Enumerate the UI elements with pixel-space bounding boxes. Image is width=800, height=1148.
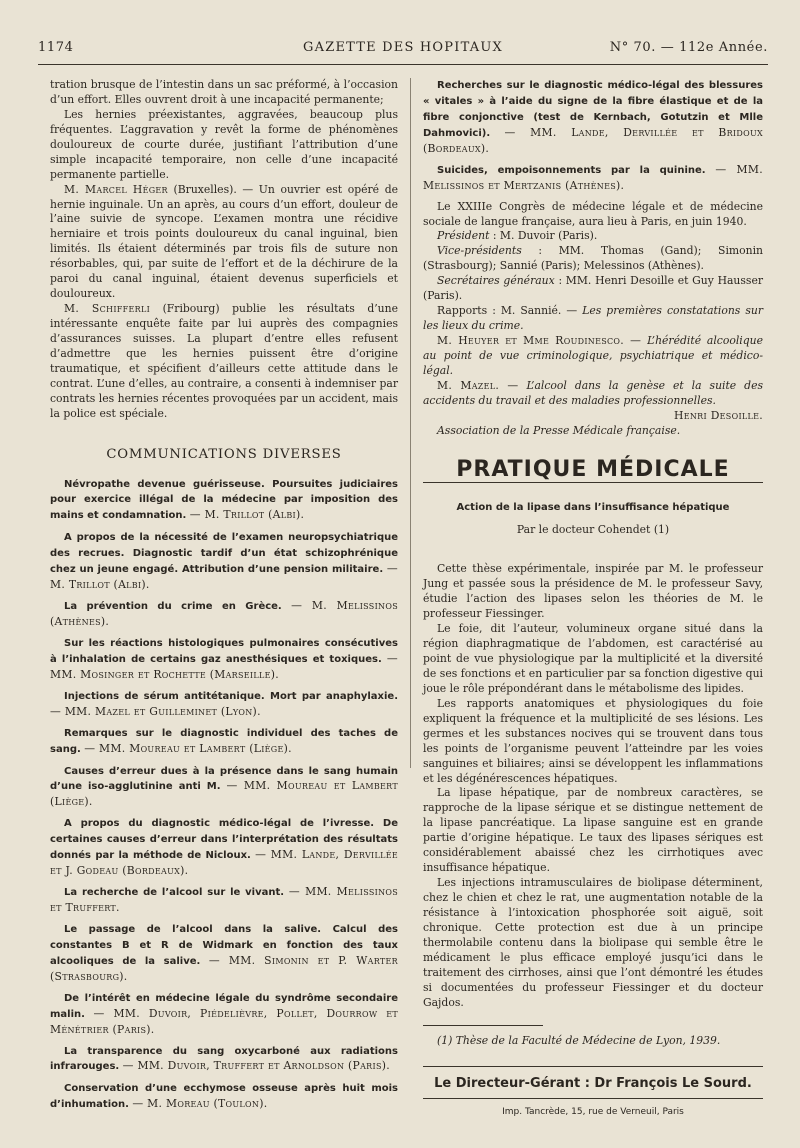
section-rule bbox=[423, 482, 763, 483]
report-title: Les premières constatations sur les lieux du crime. bbox=[423, 304, 763, 333]
article-byline: Par le docteur Cohendet (1) bbox=[516, 523, 670, 537]
author-name: M. Schifferli bbox=[64, 302, 151, 316]
printer-imprint: Imp. Tancrède, 15, rue de Verneuil, Paris bbox=[423, 1098, 763, 1120]
communication-item bbox=[50, 922, 398, 985]
item-title: La recherche de l’alcool sur le vivant. bbox=[64, 887, 285, 899]
author-name: M. Marcel Héger bbox=[64, 182, 168, 196]
item-authors: — M. Trillot (Albi). bbox=[189, 508, 305, 522]
report-prefix: Rapports : M. Sannié. — bbox=[437, 304, 578, 318]
item-title: La prévention du crime en Grèce. bbox=[64, 601, 282, 613]
communication-item bbox=[50, 1081, 398, 1113]
item-authors: — MM. Moureau et Lambert (Liège). bbox=[50, 779, 398, 809]
paragraph bbox=[50, 183, 398, 303]
article-title: Action de la lipase dans l’insuffisance hépatique bbox=[456, 501, 730, 513]
paragraph-text: (Bruxelles). — Un ouvrier est opéré de hernie inguinale. Un an après, au cours d’un effort, douleur de l’aine suivie de syncope. L’examen montra une récidive herniaire et trois points douloureux du canal inguinal, bien limités. Ils étaient déterminés par trois fils de suture non résorbables, qui, par suite de l’effort et de la déchirure de la paroi du canal inguinal, étaient devenus superficiels et douloureux. bbox=[50, 182, 399, 301]
vp-value: : MM. Thomas (Gand); Simonin (Strasbourg); Sannié (Paris); Melessinos (Athènes). bbox=[423, 244, 763, 273]
association-name: Association de la Presse Médicale française. bbox=[437, 423, 681, 437]
item-title: A propos de la nécessité de l’examen neuropsychiatrique des recrues. Diagnostic tardif d’un état schizophrénique chez un jeune engagé. Attribution d’une pension militaire. bbox=[50, 532, 398, 576]
communication-item bbox=[423, 78, 763, 157]
item-title: Le passage de l’alcool dans la salive. Calcul des constantes B et R de Widmark en fonction des taux alcooliques de la salive. bbox=[50, 923, 398, 967]
left-column bbox=[50, 78, 398, 1113]
item-authors: — MM. Lande, Dervillée et J. Godeau (Bordeaux). bbox=[50, 848, 398, 878]
congress-notice: Le XXIIIe Congrès de médecine légale et de médecine sociale de langue française, aura lieu à Paris, en juin 1940. bbox=[423, 199, 763, 228]
page-number: 1174 bbox=[38, 40, 74, 55]
article-paragraph: Les injections intramusculaires de biolipase déterminent, chez le chien et chez le rat, une augmentation notable de la résistance à l’intoxication phosphorée soit aiguë, soit chronique. Cette protection est due à un principe thermolabile contenu dans la biolipase qui semble être le médicament le plus efficace employé jusqu’ici dans le traitement des cirrhoses, ainsi que l’ont démontré les études si documentées du professeur Fiessinger et du docteur Gajdos. bbox=[423, 876, 763, 1009]
vice-presidents-line bbox=[423, 244, 763, 274]
header-rule bbox=[38, 64, 768, 65]
sg-value: : MM. Henri Desoille et Guy Hausser (Paris). bbox=[423, 274, 764, 303]
item-title: Suicides, empoisonnements par la quinine. bbox=[437, 164, 706, 176]
communication-item bbox=[50, 885, 398, 916]
article-paragraph: Les rapports anatomiques et physiologiques du foie expliquent la fréquence et la multiplicité de ses lésions. Les germes et les substances nocives qui se trouvent dans tous les points de l’organisme peuvent l’atteindre par les voies sanguines et biliaires; ainsi se développent les inflammations et les dégénérescences hépatiques. bbox=[423, 696, 763, 785]
item-title: De l’intérêt en médecine légale du syndrôme secondaire malin. bbox=[50, 992, 398, 1020]
report-line bbox=[423, 334, 763, 379]
article-paragraph: La lipase hépatique, par de nombreux caractères, se rapproche de la lipase sérique et se distingue nettement de la lipase pancréatique. La lipase sanguine est en grande partie d’origine hépatique. Le taux des lipases sériques est considérablement abaissé chez les cirrhotiques avec insuffisance hépatique. bbox=[423, 786, 763, 875]
item-authors: — MM. Mazel et Guilleminet (Lyon). bbox=[50, 704, 261, 718]
journal-title: GAZETTE DES HOPITAUX bbox=[303, 40, 503, 55]
communication-item bbox=[50, 477, 398, 525]
paragraph: tration brusque de l’intestin dans un sac préformé, à l’occasion d’un effort. Elles ouvrent droit à une incapacité permanente; bbox=[50, 78, 398, 106]
item-title: Causes d’erreur dues à la présence dans le sang humain d’une iso-agglutinine anti M. bbox=[50, 765, 398, 793]
column-divider bbox=[410, 78, 411, 768]
president-label: Président bbox=[437, 229, 490, 243]
communication-item bbox=[50, 689, 398, 720]
president-line bbox=[423, 229, 763, 244]
item-authors: — MM. Duvoir, Truffert et Arnoldson (Paris). bbox=[122, 1059, 390, 1073]
communication-item bbox=[423, 163, 763, 194]
paragraph-text: (Fribourg) publie les résultats d’une intéressante enquête faite par lui auprès des compagnies d’assurances suisses. La plupart d’entre elles refusent d’admettre que les hernies puissent être d’origine traumatique, et spécifient d’ailleurs cette attitude dans le contrat. L’une d’elles, au contraire, a consenti à indemniser par contrats les hernies récentes provoquées par un accident, mais la police est spéciale. bbox=[50, 302, 398, 420]
item-authors: — MM. Lande, Dervillée et Bridoux (Bordeaux). bbox=[423, 125, 764, 155]
item-authors: — MM. Mosinger et Rochette (Marseille). bbox=[50, 651, 398, 681]
secretaries-line bbox=[423, 274, 763, 304]
communication-item bbox=[50, 599, 398, 630]
item-title: Sur les réactions histologiques pulmonaires consécutives à l’inhalation de certains gaz anesthésiques et toxiques. bbox=[50, 637, 398, 665]
report-line bbox=[423, 379, 763, 409]
report-title: L’alcool dans la genèse et la suite des accidents du travail et des maladies professionnelles. bbox=[423, 378, 763, 407]
paragraph: Les hernies préexistantes, aggravées, beaucoup plus fréquentes. L’aggravation y revêt la forme de phénomènes douloureux de courte durée, justifiant l’attribution d’une simple incapacité temporaire, non celle d’une incapacité permanente partielle. bbox=[50, 107, 398, 181]
item-authors: — M. Trillot (Albi). bbox=[50, 562, 399, 592]
article-paragraph: Le foie, dit l’auteur, volumineux organe situé dans la région diaphragmatique de l’abdomen, est caractérisé au point de vue physiologique par la multiplicité et la diversité de ses fonctions et en particulier par sa fonction digestive qui joue le rôle prépondérant dans le métabolisme des lipides. bbox=[423, 622, 763, 695]
communication-item bbox=[50, 1044, 398, 1076]
vp-label: Vice-présidents bbox=[437, 244, 522, 258]
footnote: (1) Thèse de la Faculté de Médecine de Lyon, 1939. bbox=[437, 1033, 721, 1047]
footnote-rule bbox=[423, 1025, 543, 1026]
association-line bbox=[423, 424, 763, 439]
president-value: : M. Duvoir (Paris). bbox=[492, 229, 598, 243]
communication-item bbox=[50, 991, 398, 1038]
item-authors: — MM. Moureau et Lambert (Liège). bbox=[84, 741, 292, 755]
communication-item bbox=[50, 726, 398, 758]
communication-item bbox=[50, 636, 398, 683]
article-paragraph: Cette thèse expérimentale, inspirée par M. le professeur Jung et passée sous la présidence de M. le professeur Savy, étudie l’action des lipases selon les théories de M. le professeur Fiessinger. bbox=[423, 562, 763, 621]
item-title: Recherches sur le diagnostic médico-légal des blessures « vitales » à l’aide du signe de la fibre élastique et de la fibre conjonctive (test de Kernbach, Gotutzin et Mlle Dahmovici). bbox=[423, 80, 763, 139]
paragraph bbox=[50, 302, 398, 422]
item-title: Névropathe devenue guérisseuse. Poursuites judiciaires pour exercice illégal de la médecine par imposition des mains et condamnation. bbox=[50, 478, 398, 522]
managing-director: Le Directeur-Gérant : Dr François Le Sourd. bbox=[423, 1066, 763, 1098]
communication-item bbox=[50, 764, 398, 811]
signature: Henri Desoille. bbox=[674, 408, 763, 422]
communication-item bbox=[50, 530, 398, 593]
communication-item bbox=[50, 816, 398, 879]
item-authors: — M. Moreau (Toulon). bbox=[132, 1097, 268, 1111]
item-title: Remarques sur le diagnostic individuel des taches de sang. bbox=[50, 727, 398, 755]
item-title: Injections de sérum antitétanique. Mort par anaphylaxie. bbox=[64, 690, 398, 702]
item-authors: — MM. Duvoir, Piédelièvre, Pollet, Dourrow et Ménétrier (Paris). bbox=[50, 1006, 399, 1036]
item-title: La transparence du sang oxycarboné aux radiations infrarouges. bbox=[50, 1045, 398, 1073]
communications-list bbox=[50, 477, 398, 1114]
section-title: COMMUNICATIONS DIVERSES bbox=[106, 446, 342, 462]
report-line bbox=[423, 304, 763, 334]
right-column bbox=[423, 78, 763, 1120]
report-authors: M. Heuyer et Mme Roudinesco. — bbox=[437, 334, 642, 347]
item-authors: — M. Melissinos (Athènes). bbox=[50, 599, 398, 628]
item-authors: — MM. Simonin et P. Warter (Strasbourg). bbox=[50, 953, 398, 983]
report-authors: M. Mazel. — bbox=[437, 378, 519, 392]
item-authors: — MM. Melissinos et Mertzanis (Athènes). bbox=[423, 162, 764, 192]
item-title: A propos du diagnostic médico-légal de l’ivresse. De certaines causes d’erreur dans l’interprétation des résultats donnés par la méthode de Nicloux. bbox=[50, 818, 398, 862]
sg-label: Secrétaires généraux bbox=[437, 274, 555, 288]
item-title: Conservation d’une ecchymose osseuse après huit mois d’inhumation. bbox=[50, 1083, 398, 1111]
report-title: L’hérédité alcoolique au point de vue criminologique, psychiatrique et médico-légal. bbox=[423, 334, 763, 377]
section-heading: PRATIQUE MÉDICALE bbox=[456, 456, 730, 482]
issue-number: N° 70. — 112e Année. bbox=[609, 40, 768, 55]
item-authors: — MM. Melissinos et Truffert. bbox=[50, 885, 399, 914]
